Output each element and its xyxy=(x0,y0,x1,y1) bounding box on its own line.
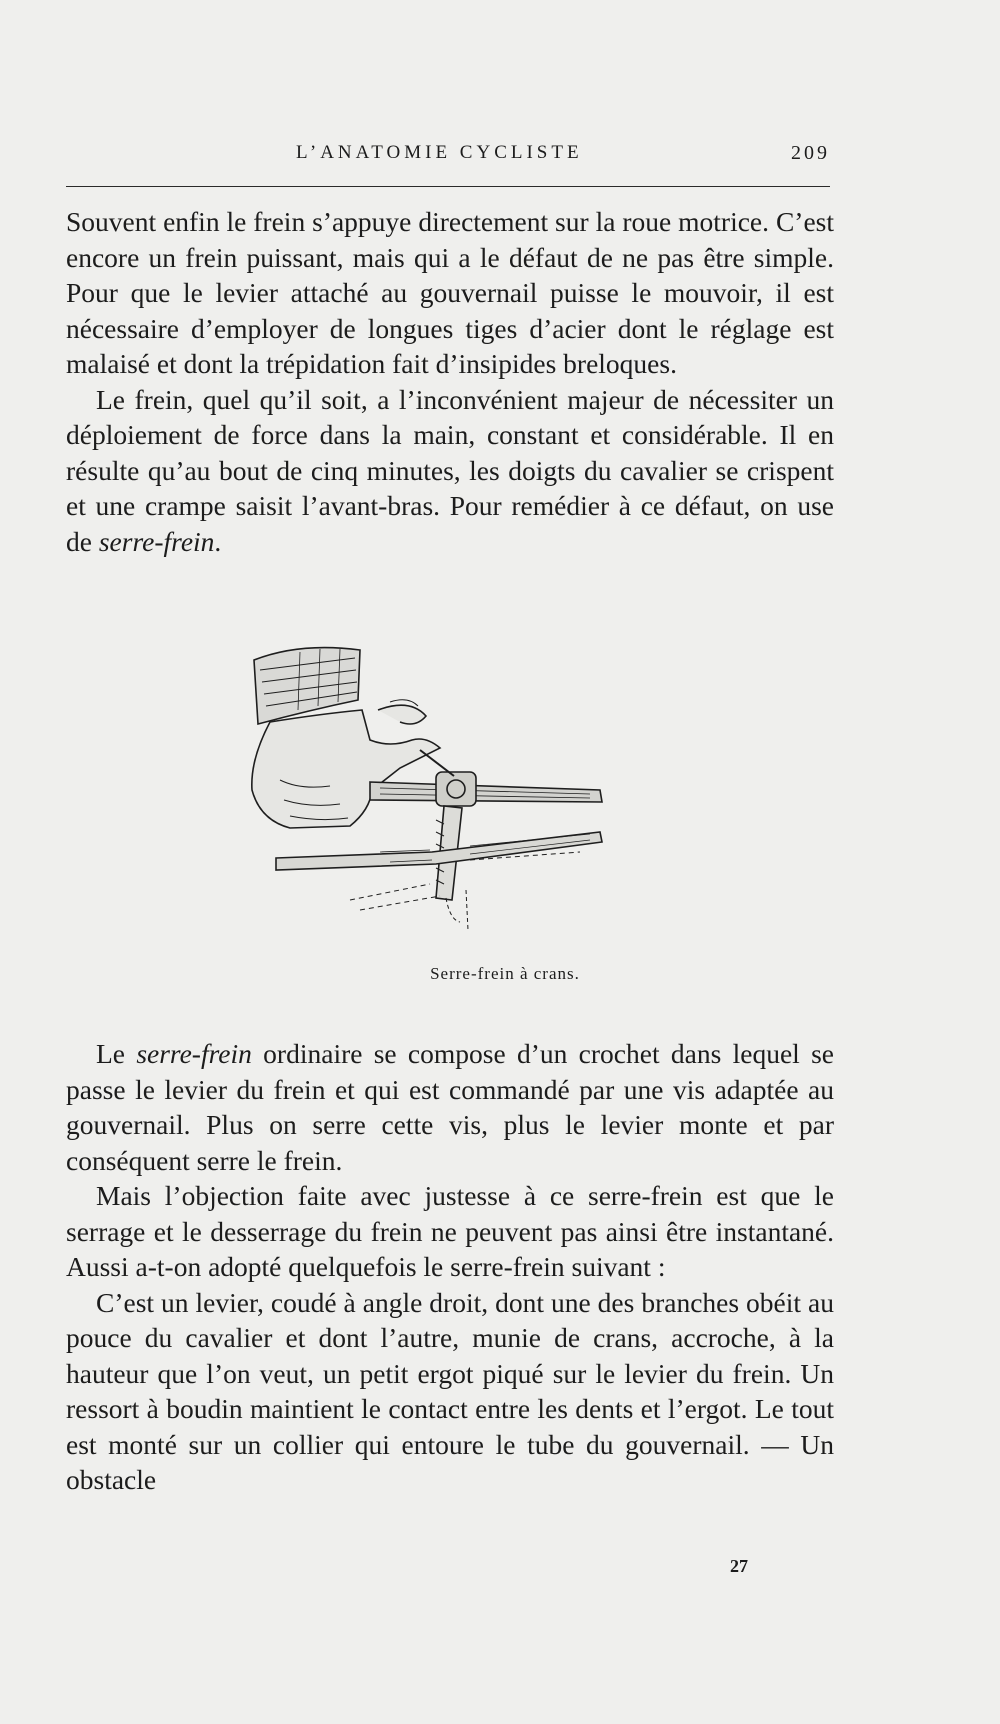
paragraph-2-punct: . xyxy=(214,525,222,557)
paragraph-3 xyxy=(66,1036,834,1178)
page-number: 209 xyxy=(791,142,830,164)
paragraph-3-text: ordinaire se compose d’un crochet dans lequel se passe le levier du frein et qui est commandé par une vis adaptée au gouvernail. Plus on serre cette vis, plus le levier monte et par conséquent serre le frein. xyxy=(66,1038,834,1176)
text-after-figure xyxy=(66,1036,834,1498)
paragraph-5: C’est un levier, coudé à angle droit, dont une des branches obéit au pouce du cavalier et dont l’autre, munie de crans, accroche, à la hauteur que l’on veut, un petit ergot piqué sur le levier du frein. Un ressort à boudin maintient le contact entre les dents et l’ergot. Le tout est monté sur un collier qui entoure le tube du gouvernail. — Un obstacle xyxy=(66,1286,834,1495)
paragraph-2-italic: serre-frein xyxy=(98,525,215,557)
paragraph-2-text: Le frein, quel qu’il soit, a l’inconvénient majeur de nécessiter un déploiement de force dans la main, constant et considérable. Il en résulte qu’au bout de cinq minutes, les doigts du cavalier se crispent et une crampe saisit l’avant-bras. Pour remédier à ce défaut, on use de xyxy=(66,383,834,557)
signature-mark: 27 xyxy=(730,1556,748,1576)
paragraph-1: Souvent enfin le frein s’appuye directement sur la roue motrice. C’est encore un frein puissant, mais qui a le défaut de ne pas être simple. Pour que le levier attaché au gouvernail puisse le mouvoir, il est nécessaire d’employer de longues tiges d’acier dont le réglage est malaisé et dont la trépidation fait d’insipides breloques. xyxy=(66,206,834,379)
paragraph-3-lead: Le xyxy=(96,1038,126,1069)
paragraph-4: Mais l’objection faite avec justesse à ce serre-frein est que le serrage et le desserrage du frein ne peuvent pas ainsi être instantané. Aussi a-t-on adopté quelquefois le serre-frein suivant : xyxy=(66,1180,834,1282)
running-header xyxy=(66,142,830,176)
header-rule xyxy=(66,186,830,187)
paragraph-2 xyxy=(66,382,834,560)
serre-frein-illustration xyxy=(240,640,670,950)
figure-caption: Serre-frein à crans. xyxy=(430,964,580,983)
running-title: L’ANATOMIE CYCLISTE xyxy=(296,142,583,163)
text-before-figure xyxy=(66,204,834,559)
paragraph-3-italic: serre-frein xyxy=(136,1038,252,1069)
